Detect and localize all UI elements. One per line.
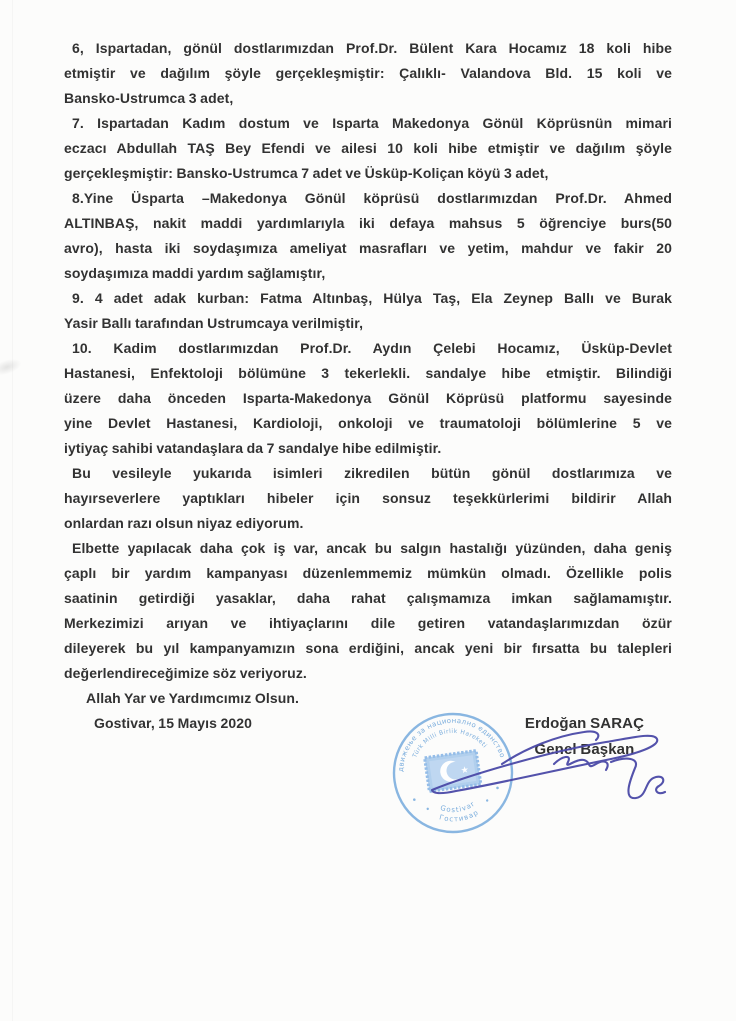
text-line: eczacı Abdullah TAŞ Bey Efendi ve ailesi 10 koli hibe etmiştir ve dağılım şöyle	[64, 140, 672, 156]
text-line: hayırseverlere yaptıkları hibeler için sonsuz teşekkürlerimi bildirir Allah	[64, 490, 672, 506]
text-line: etmiştir ve dağılım şöyle gerçekleşmiştir: Çalıklı- Valandova Bld. 15 koli ve	[64, 65, 672, 81]
text-line: Hastanesi, Enfektoloji bölümüne 3 tekerlekli. sandalye hibe etmiştir. Bilindiği	[64, 365, 672, 381]
text-line: Bansko-Ustrumca 3 adet,	[64, 90, 234, 106]
text-line: Elbette yapılacak daha çok iş var, ancak bu salgın hastalığı yüzünden, daha geniş	[72, 540, 672, 556]
text-line: çaplı bir yardım kampanyası düzenlemmemiz mümkün olmadı. Özellikle polis	[64, 565, 672, 581]
dateline: Gostivar, 15 Mayıs 2020	[94, 715, 253, 731]
text-line: dileyerek bu yıl kampanyamızın sona erdiğini, ancak yeni bir fırsatta bu talepleri	[64, 640, 672, 656]
text-line: 8.Yine Üsparta –Makedonya Gönül köprüsü dostlarımızdan Prof.Dr. Ahmed	[72, 190, 672, 206]
text-line: Yasir Ballı tarafından Ustrumcaya verilmiştir,	[64, 315, 364, 331]
text-line: 7. Ispartadan Kadım dostum ve Isparta Makedonya Gönül Köprüsnün mimari	[72, 115, 672, 131]
text-line: 9. 4 adet adak kurban: Fatma Altınbaş, Hülya Taş, Ela Zeynep Ballı ve Burak	[72, 290, 672, 306]
text-line: üzere daha önceden Isparta-Makedonya Gönül Köprüsü platformu sayesinde	[64, 390, 672, 406]
paragraph-thanks	[64, 461, 672, 536]
text-line: iytiyaç sahibi vatandaşlara da 7 sandalye hibe edilmiştir.	[64, 440, 442, 456]
paragraph-9	[64, 286, 672, 336]
signature-icon	[406, 712, 676, 812]
paragraph-10	[64, 336, 672, 461]
stamp-inner-text: Türk Milli Birlik Hareketi	[411, 727, 489, 759]
text-line: yine Devlet Hastanesi, Kardioloji, onkoloji ve traumatoloji bölümlerine 5 ve	[64, 415, 672, 431]
text-line: avro), hasta iki soydaşımıza ameliyat masrafları ve yetim, mahdur ve fakir 20	[64, 240, 672, 256]
stamp-outer-text: движење за национално единство	[396, 716, 507, 773]
closing-line: Allah Yar ve Yardımcımız Olsun.	[86, 690, 300, 706]
text-line: soydaşımıza maddi yardım sağlamıştır,	[64, 265, 326, 281]
signer-name: Erdoğan SARAÇ	[524, 715, 644, 732]
paragraph-6	[64, 36, 672, 111]
text-line: gerçekleşmiştir: Bansko-Ustrumca 7 adet ve Üsküp-Koliçan köyü 3 adet,	[64, 165, 549, 181]
text-line: onlardan razı olsun niyaz ediyorum.	[64, 515, 304, 531]
paragraph-apology	[64, 536, 672, 686]
paragraph-7	[64, 111, 672, 186]
text-line: saatinin getirdiği yasaklar, daha rahat çalışmamıza imkan sağlamamıştır.	[64, 590, 672, 606]
stamp-bottom-latin: Gostivar	[439, 799, 477, 815]
text-line: 6, Ispartadan, gönül dostlarımızdan Prof.Dr. Bülent Kara Hocamız 18 koli hibe	[72, 40, 672, 56]
text-line: Merkezimizi arıyan ve ihtiyaçlarını dile getiren vatandaşlarımızdan özür	[64, 615, 672, 631]
text-line: Bu vesileyle yukarıda isimleri zikredilen bütün gönül dostlarımıza ve	[72, 465, 672, 481]
text-line: 10. Kadim dostlarımızdan Prof.Dr. Aydın Çelebi Hocamız, Üsküp-Devlet	[72, 340, 672, 356]
signer-title: Genel Başkan	[534, 741, 635, 758]
paragraph-8	[64, 186, 672, 286]
stamp-bottom-cyrillic: Гостивар	[438, 808, 481, 824]
text-line: değerlendireceğimize söz veriyoruz.	[64, 665, 307, 681]
text-line: ALTINBAŞ, nakit maddi yardımlarıyla iki defaya mahsus 5 öğrenciye burs(50	[64, 215, 672, 231]
svg-text:★: ★	[460, 765, 470, 777]
